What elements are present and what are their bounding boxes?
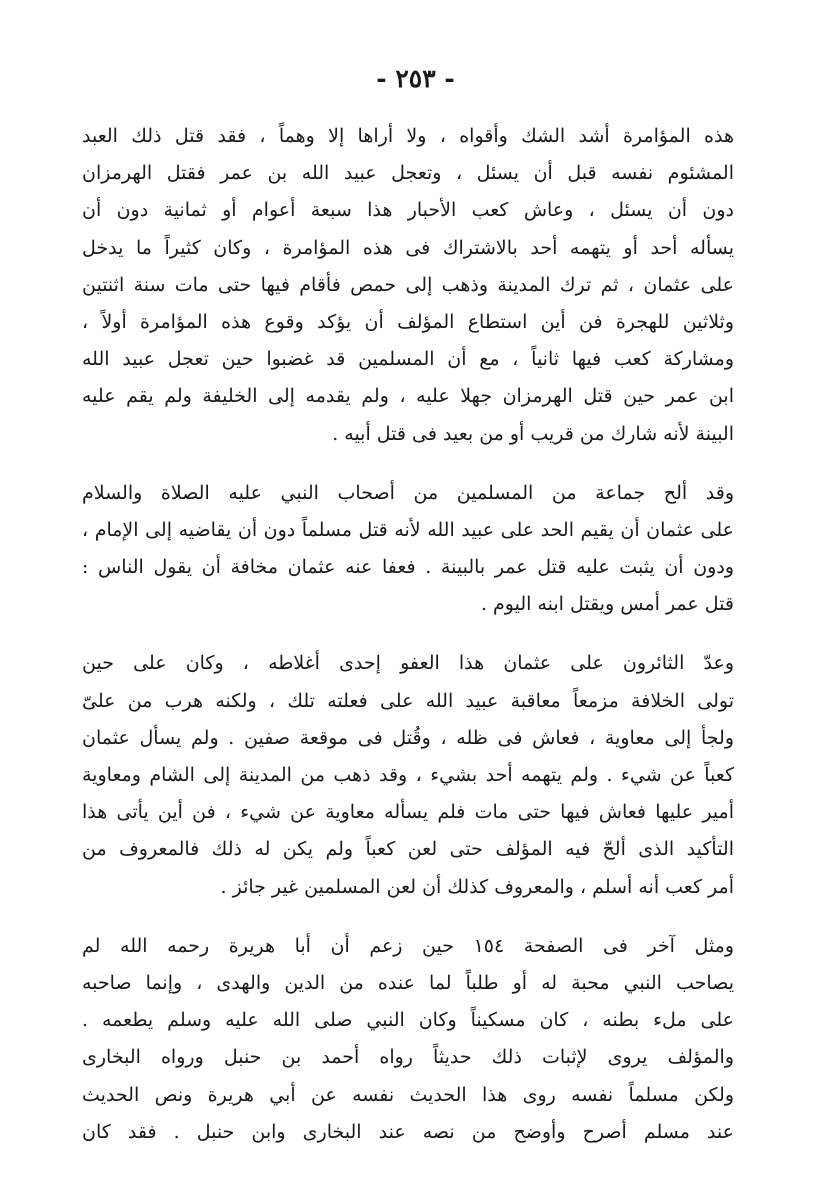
text-line: ولجأ إلى معاوية ، فعاش فى ظله ، وقُتل فى موقعة صفين . ولم يسأل عثمان bbox=[82, 726, 734, 749]
text-line: ودون أن يثبت عليه قتل عمر بالبينة . فعفا عنه عثمان مخافة أن يقول الناس : bbox=[82, 556, 734, 579]
text-line: المشئوم نفسه قبل أن يسئل ، وتعجل عبيد الله بن عمر فقتل الهرمزان bbox=[82, 162, 734, 185]
text-line: ومثل آخر فى الصفحة ١٥٤ حين زعم أن أبا هريرة رحمه الله لم bbox=[82, 934, 734, 957]
text-line: وعدّ الثائرون على عثمان هذا العفو إحدى أغلاطه ، وكان على حين bbox=[82, 652, 734, 675]
text-line: عند مسلم أصرح وأوضح من نصه عند البخارى وابن حنبل . فقد كان bbox=[82, 1120, 734, 1143]
text-line: على عثمان أن يقيم الحد على عبيد الله لأنه قتل مسلماً دون أن يقاضيه إلى الإمام ، bbox=[82, 518, 734, 541]
paragraph-3 bbox=[82, 645, 734, 905]
text-line: أمر كعب أنه أسلم ، والمعروف كذلك أن لعن المسلمين غير جائز . bbox=[220, 875, 734, 898]
paragraph-4 bbox=[82, 928, 734, 1151]
text-line: على عثمان ، ثم ترك المدينة وذهب إلى حمص فأقام فيها حتى مات سنة اثنتين bbox=[82, 273, 734, 296]
text-line: ولكن مسلماً نفسه روى هذا الحديث نفسه عن أبي هريرة ونص الحديث bbox=[82, 1083, 734, 1106]
text-line: دون أن يسئل ، وعاش كعب الأحبار هذا سبعة أعوام أو ثمانية دون أن bbox=[82, 199, 734, 222]
text-line: وقد ألح جماعة من المسلمين من أصحاب النبي عليه الصلاة والسلام bbox=[82, 481, 734, 504]
text-line: وثلاثين للهجرة فن أين استطاع المؤلف أن يؤكد وقوع هذه المؤامرة أولاً ، bbox=[82, 310, 734, 333]
text-line: تولى الخلافة مزمعاً معاقبة عبيد الله على فعلته تلك ، ولكنه هرب من علىّ bbox=[82, 689, 734, 712]
text-line: والمؤلف يروى لإثبات ذلك حديثاً رواه أحمد بن حنبل ورواه البخارى bbox=[82, 1046, 734, 1069]
text-line: كعباً عن شيء . ولم يتهمه أحد بشيء ، وقد ذهب من المدينة إلى الشام ومعاوية bbox=[82, 764, 734, 786]
text-line: قتل عمر أمس ويقتل ابنه اليوم . bbox=[480, 593, 734, 616]
paragraph-gap bbox=[82, 906, 734, 928]
text-line: ابن عمر حين قتل الهرمزان جهلا عليه ، ولم يقدمه إلى الخليفة ولم يقم عليه bbox=[82, 385, 734, 408]
text-line: يسأله أحد أو يتهمه أحد بالاشتراك فى هذه المؤامرة ، وكان كثيراً ما يدخل bbox=[82, 236, 734, 259]
paragraph-2 bbox=[82, 475, 734, 624]
paragraph-1 bbox=[82, 118, 734, 453]
page-number: - ٢٥٣ - bbox=[376, 64, 455, 93]
text-line: ومشاركة كعب فيها ثانياً ، مع أن المسلمين قد غضبوا حين تعجل عبيد الله bbox=[82, 348, 734, 371]
text-line: التأكيد الذى ألحّ فيه المؤلف حتى لعن كعباً ولم يكن له ذلك فالمعروف من bbox=[82, 838, 734, 861]
text-line: على ملء بطنه ، كان مسكيناً وكان النبي صلى الله عليه وسلم يطعمه . bbox=[82, 1009, 734, 1032]
body-text bbox=[82, 118, 734, 1151]
paragraph-gap bbox=[82, 453, 734, 475]
text-line: أمير عليها فعاش فيها حتى مات فلم يسأله معاوية عن شيء ، فن أين يأتى هذا bbox=[82, 801, 734, 824]
paragraph-gap bbox=[82, 623, 734, 645]
text-line: هذه المؤامرة أشد الشك وأقواه ، ولا أراها إلا وهماً ، فقد قتل ذلك العبد bbox=[82, 125, 734, 147]
text-line: يصاحب النبي محبة له أو طلباً لما عنده من الدين والهدى ، وإنما صاحبه bbox=[82, 971, 734, 994]
text-line: البينة لأنه شارك من قريب أو من بعيد فى قتل أبيه . bbox=[332, 422, 734, 445]
